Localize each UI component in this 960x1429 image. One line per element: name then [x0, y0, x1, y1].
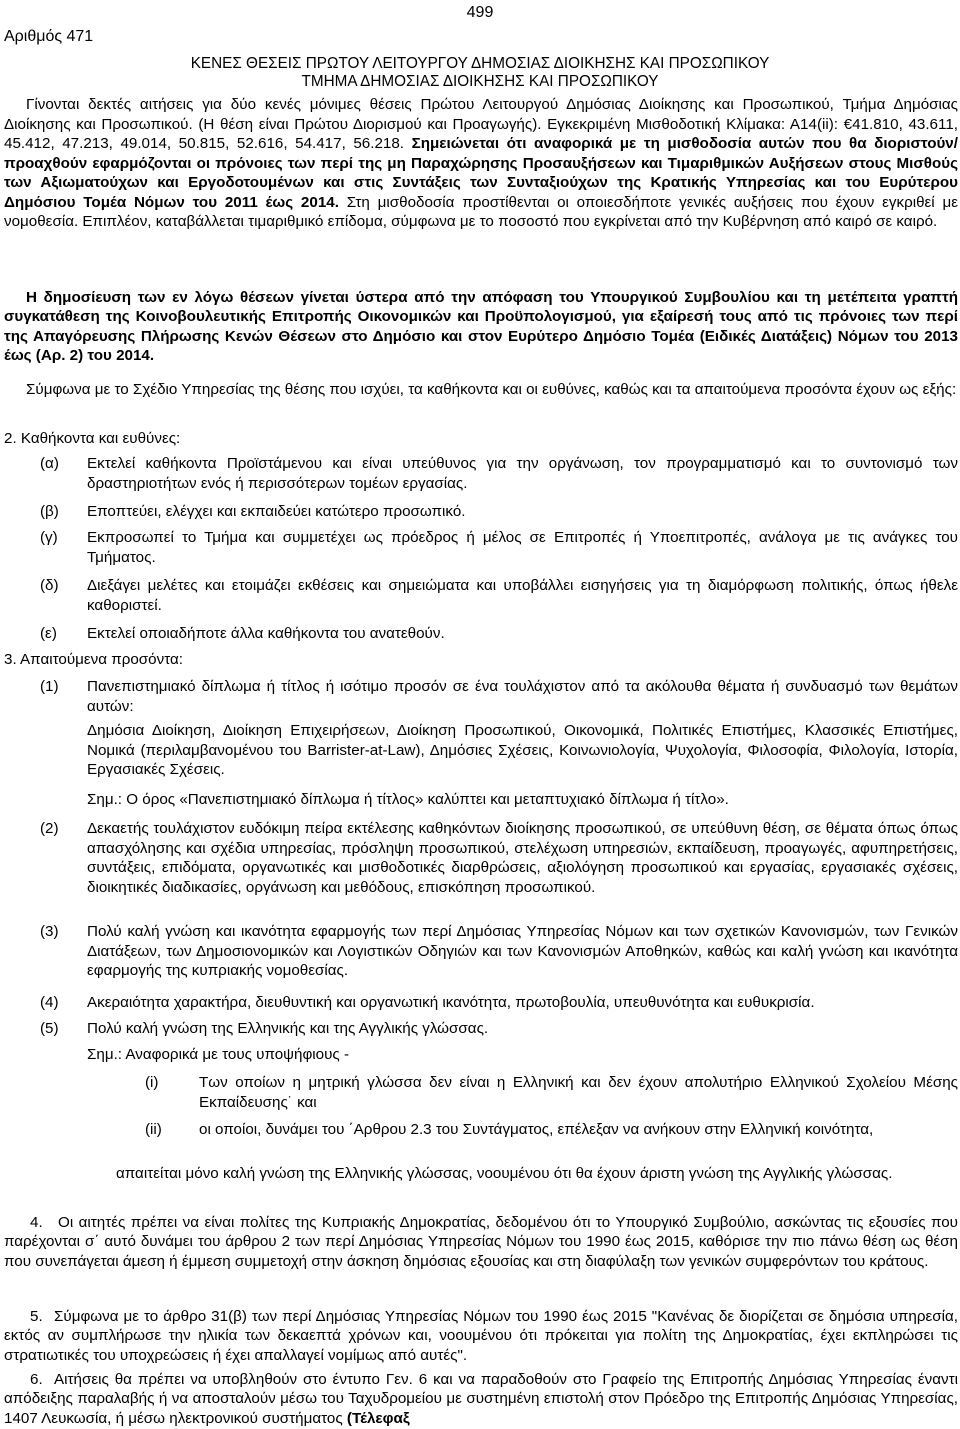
qual-5-sub-mark-ii: (ii)	[145, 1121, 162, 1138]
qual-4: Ακεραιότητα χαρακτήρα, διευθυντική και οργανωτική ικανότητα, πρωτοβουλία, υπευθυνότητα και ευθυκρισία.	[87, 994, 815, 1011]
qual-5-sub-i: Των οποίων η μητρική γλώσσα δεν είναι η Ελληνική και δεν έχουν απολυτήριο Ελληνικού Σχολείου Μέσης Εκπαίδευσης˙ και	[199, 1074, 958, 1111]
intro-text: Γίνονται δεκτές αιτήσεις για δύο κενές μόνιμες θέσεις Πρώτου Λειτουργού Δημόσιας Διοίκησης και Προσωπικού, Τμήμα Δημόσιας Διοίκησης και Προσωπικού. (Η θέση είναι Πρώτου Διορισμού και Προαγωγής). Εγκεκριμένη Μισθοδοτική Κλίμακα: Α14(ii): €41.810, 43.611, 45.412, 47.213, 49.014, 50.815, 52.616, 54.417, 56.218.	[4, 96, 958, 152]
qual-mark-4: (4)	[40, 994, 59, 1011]
qual-1: Πανεπιστημιακό δίπλωμα ή τίτλος ή ισότιμο προσόν σε ένα τουλάχιστον από τα ακόλουθα θέματα ή συνδυασμό των θεμάτων αυτών:	[87, 678, 958, 715]
qual-mark-5: (5)	[40, 1020, 59, 1037]
duty-mark-b: (β)	[40, 503, 59, 520]
qual-5-closing: απαιτείται μόνο καλή γνώση της Ελληνικής γλώσσας, νοουμένου ότι θα έχουν άριστη γνώση της Αγγλικής γλώσσας.	[116, 1165, 893, 1182]
notice-number: Αριθμός 471	[4, 28, 94, 45]
duty-b: Εποπτεύει, ελέγχει και εκπαιδεύει κατώτερο προσωπικό.	[87, 503, 466, 520]
qualifications-title: 3. Απαιτούμενα προσόντα:	[4, 651, 184, 668]
intro-bold-note: Σημειώνεται ότι αναφορικά με τη μισθοδοσία αυτών που θα διοριστούν/προαχθούν εφαρμόζονται οι πρόνοιες των περί της μη Παραχώρησης Προσαυξήσεων και Τιμαριθμικών Αυξήσεων στους Μισθούς των Αξιωματούχων και Εργοδοτουμένων και στις Συντάξεις των Συνταξιούχων της Κρατικής Υπηρεσίας και του Ευρύτερου Δημόσιου Τομέα Νόμων του 2011 έως 2014.	[4, 135, 958, 211]
publication-note: Η δημοσίευση των εν λόγω θέσεων γίνεται ύστερα από την απόφαση του Υπουργικού Συμβουλίου και τη μετέπειτα γραπτή συγκατάθεση της Κοινοβουλευτικής Επιτροπής Οικονομικών και Προϋπολογισμού, για εξαίρεσή τους από τις πρόνοιες των περί της Απαγόρευσης Πλήρωσης Κενών Θέσεων στο Δημόσιο και στον Ευρύτερο Δημόσιο Τομέα (Ειδικές Διατάξεις) Νόμων του 2013 έως (Αρ. 2) του 2014.	[4, 289, 958, 365]
intro-tail: Στη μισθοδοσία προστίθενται οι οποιεσδήποτε γενικές αυξήσεις που έχουν εγκριθεί με νομοθεσία. Επιπλέον, καταβάλλεται τιμαριθμικό επίδομα, σύμφωνα με το ποσοστό που εγκρίνεται από την Κυβέρνηση από καιρό σε καιρό.	[4, 193, 958, 230]
qual-2: Δεκαετής τουλάχιστον ευδόκιμη πείρα εκτέλεσης καθηκόντων διοίκησης προσωπικού, σε υπεύθυνη θέση, σε θέματα όπως όπως απασχόλησης και σχέδια υπηρεσίας, πρόσληψη προσωπικού, στελέχωση υπηρεσιών, εκπαίδευση, προαγωγές, αφυπηρετήσεις, συντάξεις, επιδόματα, οργανωτικές και μισθοδοτικές διαρθρώσεις, αξιολόγηση προσωπικού και εργασίας, εργασιακές σχέσεις, διοικητικές διαδικασίες, οργάνωση και μεθόδους, επισκόπηση προσωπικού.	[87, 820, 958, 896]
qual-mark-1: (1)	[40, 678, 59, 695]
scheme-intro: Σύμφωνα με το Σχέδιο Υπηρεσίας της θέσης που ισχύει, τα καθήκοντα και οι ευθύνες, καθώς και τα απαιτούμενα προσόντα έχουν ως εξής:	[26, 381, 957, 398]
qual-1-subjects: Δημόσια Διοίκηση, Διοίκηση Επιχειρήσεων, Διοίκηση Προσωπικού, Οικονομικά, Πολιτικές Επιστήμες, Κλασσικές Επιστήμες, Νομικά (περιλαμβανομένου του Barrister-at-Law), Δημόσιες Σχέσεις, Κοινωνιολογία, Ψυχολογία, Φιλοσοφία, Φιλολογία, Ιστορία, Εργασιακές Σχέσεις.	[87, 722, 958, 779]
page-number: 499	[466, 4, 494, 21]
duty-a: Εκτελεί καθήκοντα Προϊστάμενου και είναι υπεύθυνος για την οργάνωση, τον προγραμματισμό και το συντονισμό των δραστηριοτήτων ενός ή περισσότερων τομέων εργασίας.	[87, 455, 958, 492]
qual-3: Πολύ καλή γνώση και ικανότητα εφαρμογής των περί Δημόσιας Υπηρεσίας Νόμων και των σχετικών Κανονισμών, των Γενικών Διατάξεων, των Δημοσιονομικών και Λογιστικών Οδηγιών και των Κανονισμών Αποθηκών, καθώς και καλή γνώση και ικανότητα εφαρμογής της κυπριακής νομοθεσίας.	[87, 923, 958, 980]
duty-mark-c: (γ)	[40, 529, 58, 546]
duty-e: Εκτελεί οποιαδήποτε άλλα καθήκοντα του ανατεθούν.	[87, 625, 445, 642]
duty-c: Εκπροσωπεί το Τμήμα και συμμετέχει ως πρόεδρος ή μέλος σε Επιτροπές ή Υποεπιτροπές, ανάλογα με τις ανάγκες του Τμήματος.	[87, 529, 958, 566]
duty-mark-a: (α)	[40, 455, 59, 472]
duty-d: Διεξάγει μελέτες και ετοιμάζει εκθέσεις και σημειώματα και υποβάλλει εισηγήσεις για τη διαμόρφωση πολιτικής, όπως ήθελε καθοριστεί.	[87, 577, 958, 614]
intro-paragraph	[4, 95, 958, 232]
qual-mark-3: (3)	[40, 923, 59, 940]
qual-1-note: Σημ.: Ο όρος «Πανεπιστημιακό δίπλωμα ή τίτλος» καλύπτει και μεταπτυχιακό δίπλωμα ή τίτλο».	[87, 791, 729, 808]
duty-mark-d: (δ)	[40, 577, 59, 594]
paragraph-6: 6. Αιτήσεις θα πρέπει να υποβληθούν στο έντυπο Γεν. 6 και να παραδοθούν στο Γραφείο της Επιτροπής Δημόσιας Υπηρεσίας έναντι απόδειξης παραλαβής ή να αποσταλούν μέσω του Ταχυδρομείου με συστημένη επιστολή στον Πρόεδρο της Επιτροπής Δημόσιας Υπηρεσίας, 1407 Λευκωσία, ή μέσω ηλεκτρονικού συστήματος (Τέλεφαξ	[4, 1371, 958, 1427]
heading-title: ΚΕΝΕΣ ΘΕΣΕΙΣ ΠΡΩΤΟΥ ΛΕΙΤΟΥΡΓΟΥ ΔΗΜΟΣΙΑΣ ΔΙΟΙΚΗΣΗΣ ΚΑΙ ΠΡΟΣΩΠΙΚΟΥ	[190, 55, 770, 72]
qual-5-sub-ii: οι οποίοι, δυνάμει του ΄Αρθρου 2.3 του Συντάγματος, επέλεξαν να ανήκουν στην Ελληνική κοινότητα,	[199, 1121, 874, 1138]
duty-mark-e: (ε)	[40, 625, 57, 642]
paragraph-4: 4. Οι αιτητές πρέπει να είναι πολίτες της Κυπριακής Δημοκρατίας, δεδομένου ότι το Υπουργικό Συμβούλιο, ασκώντας τις εξουσίες που παρέχονται σ΄ αυτό δυνάμει του άρθρου 2 των περί Δημόσιας Υπηρεσίας Νόμων του 1990 έως 2015, καθόρισε την πιο πάνω θέση ως θέση που συνεπάγεται άμεση ή έμμεση συμμετοχή στην άσκηση δημόσιας εξουσίας και στη διαφύλαξη των γενικών συμφερόντων του κράτους.	[4, 1214, 958, 1270]
qual-5: Πολύ καλή γνώση της Ελληνικής και της Αγγλικής γλώσσας.	[87, 1020, 489, 1037]
duties-title: 2. Καθήκοντα και ευθύνες:	[4, 430, 181, 447]
qual-mark-2: (2)	[40, 820, 59, 837]
heading-department: ΤΜΗΜΑ ΔΗΜΟΣΙΑΣ ΔΙΟΙΚΗΣΗΣ ΚΑΙ ΠΡΟΣΩΠΙΚΟΥ	[301, 73, 659, 90]
qual-5-sub-mark-i: (i)	[145, 1074, 159, 1091]
paragraph-5: 5. Σύμφωνα με το άρθρο 31(β) των περί Δημόσιας Υπηρεσίας Νόμων του 1990 έως 2015 "Κανένας δε διορίζεται σε δημόσια υπηρεσία, εκτός αν συμπλήρωσε την ηλικία των δεκαεπτά χρόνων και, νοουμένου ότι πρόκειται για πολίτη της Δημοκρατίας, έχει εκπληρώσει τις στρατιωτικές του υποχρεώσεις ή έχει απαλλαγεί νομίμως από αυτές".	[4, 1308, 958, 1364]
qual-5-note: Σημ.: Αναφορικά με τους υποψήφιους -	[87, 1046, 350, 1063]
